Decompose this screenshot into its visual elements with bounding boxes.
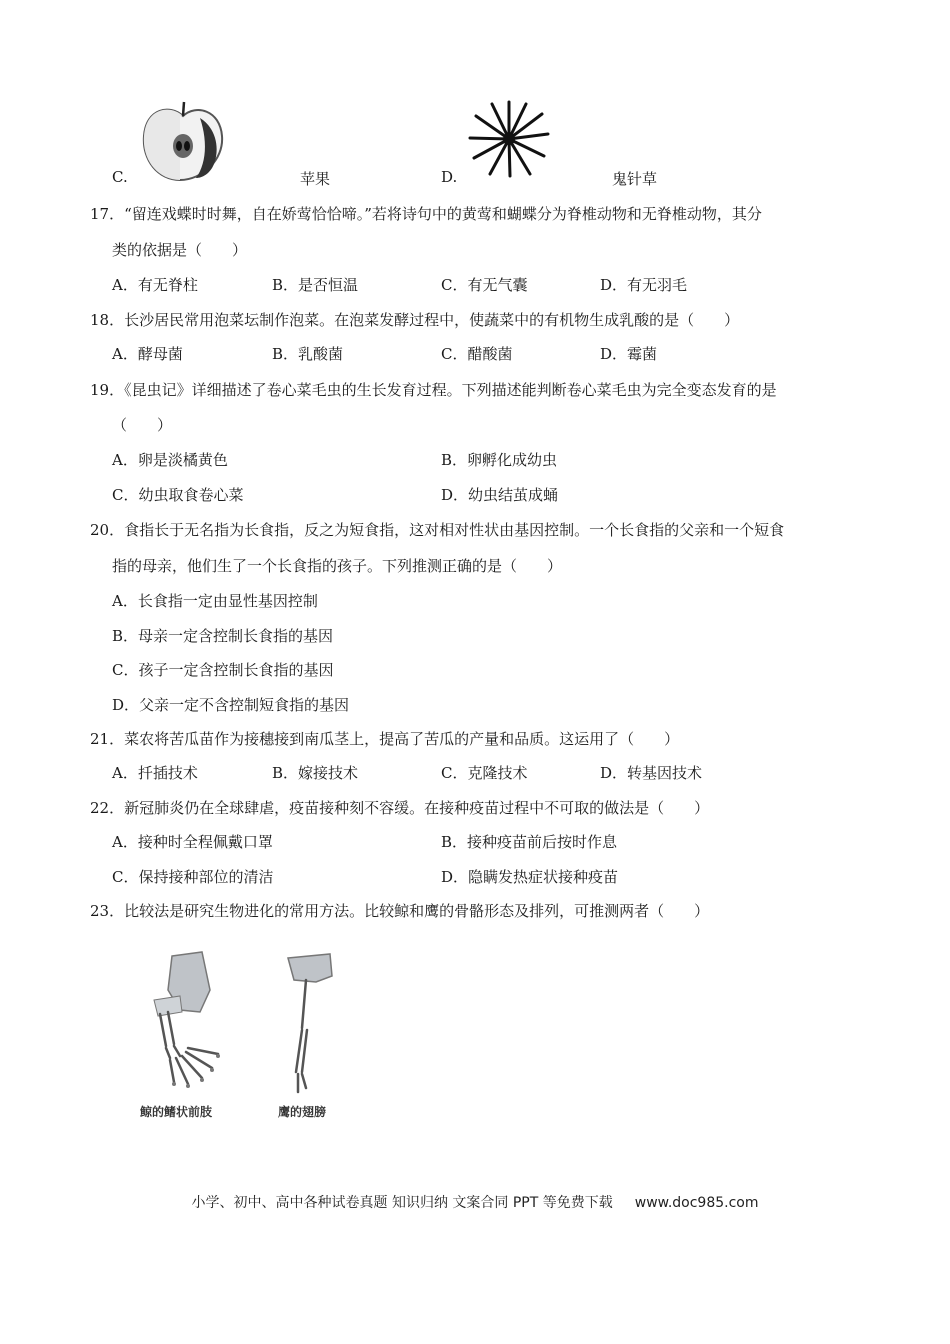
question-22-option-b: B．接种疫苗前后按时作息 xyxy=(441,833,618,851)
footer-url[interactable]: www.doc985.com xyxy=(634,1195,759,1211)
question-23-stem: 23．比较法是研究生物进化的常用方法。比较鲸和鹰的骨骼形态及排列，可推测两者（ ） xyxy=(90,902,710,920)
eagle-wing-image xyxy=(280,952,340,1100)
option-c-label: C. xyxy=(112,168,128,186)
question-19-stem-line1: 19．《昆虫记》详细描述了卷心菜毛虫的生长发育过程。下列描述能判断卷心菜毛虫为完全变态发育的是 xyxy=(90,381,777,399)
question-17-option-a: A．有无脊柱 xyxy=(112,276,198,294)
question-20-stem-line1: 20．食指长于无名指为长食指，反之为短食指，这对相对性状由基因控制。一个长食指的父亲和一个短食 xyxy=(90,521,785,539)
question-19-option-d: D．幼虫结茧成蛹 xyxy=(441,486,559,504)
question-19-option-a: A．卵是淡橘黄色 xyxy=(112,451,228,469)
question-17-stem-line2: 类的依据是（ ） xyxy=(112,241,248,259)
option-c-text: 苹果 xyxy=(300,170,331,188)
question-18-option-c: C．醋酸菌 xyxy=(441,345,513,363)
question-20-option-b: B．母亲一定含控制长食指的基因 xyxy=(112,627,334,645)
question-21-stem: 21．菜农将苦瓜苗作为接穗接到南瓜茎上，提高了苦瓜的产量和品质。这运用了（ ） xyxy=(90,730,680,748)
question-17-option-b: B．是否恒温 xyxy=(272,276,359,294)
question-20-stem-line2: 指的母亲，他们生了一个长食指的孩子。下列推测正确的是（ ） xyxy=(112,557,563,575)
question-21-option-a: A．扦插技术 xyxy=(112,764,198,782)
question-19-option-b: B．卵孵化成幼虫 xyxy=(441,451,558,469)
question-19-option-c: C．幼虫取食卷心菜 xyxy=(112,486,244,504)
question-18-stem: 18．长沙居民常用泡菜坛制作泡菜。在泡菜发酵过程中，使蔬菜中的有机物生成乳酸的是（ ） xyxy=(90,311,740,329)
question-18-option-d: D．霉菌 xyxy=(600,345,658,363)
question-20-option-d: D．父亲一定不含控制短食指的基因 xyxy=(112,696,350,714)
footer-text: 小学、初中、高中各种试卷真题 知识归纳 文案合同 PPT 等免费下载 xyxy=(191,1195,613,1211)
eagle-wing-caption: 鹰的翅膀 xyxy=(278,1105,327,1119)
question-21-option-c: C．克隆技术 xyxy=(441,764,528,782)
question-20-option-a: A．长食指一定由显性基因控制 xyxy=(112,592,318,610)
question-22-option-d: D．隐瞒发热症状接种疫苗 xyxy=(441,868,619,886)
question-18-option-b: B．乳酸菌 xyxy=(272,345,344,363)
whale-flipper-image xyxy=(140,950,230,1100)
question-17-option-c: C．有无气囊 xyxy=(441,276,528,294)
question-22-stem: 22．新冠肺炎仍在全球肆虐，疫苗接种刻不容缓。在接种疫苗过程中不可取的做法是（ ） xyxy=(90,799,710,817)
question-20-option-c: C．孩子一定含控制长食指的基因 xyxy=(112,661,334,679)
page-footer xyxy=(0,1192,950,1212)
question-17-option-d: D．有无羽毛 xyxy=(600,276,688,294)
option-d-label: D. xyxy=(441,168,458,186)
option-d-text: 鬼针草 xyxy=(612,170,658,188)
question-21-option-b: B．嫁接技术 xyxy=(272,764,359,782)
beggarticks-image xyxy=(468,100,550,178)
whale-flipper-caption: 鲸的鳍状前肢 xyxy=(140,1105,213,1119)
question-21-option-d: D．转基因技术 xyxy=(600,764,703,782)
question-19-stem-line2: （ ） xyxy=(112,416,173,434)
question-17-stem-line1: 17．“留连戏蝶时时舞，自在娇莺恰恰啼。”若将诗句中的黄莺和蝴蝶分为脊椎动物和无脊椎动物，其分 xyxy=(90,205,762,223)
question-22-option-c: C．保持接种部位的清洁 xyxy=(112,868,274,886)
question-18-option-a: A．酵母菌 xyxy=(112,345,183,363)
apple-image xyxy=(140,98,226,184)
question-22-option-a: A．接种时全程佩戴口罩 xyxy=(112,833,273,851)
